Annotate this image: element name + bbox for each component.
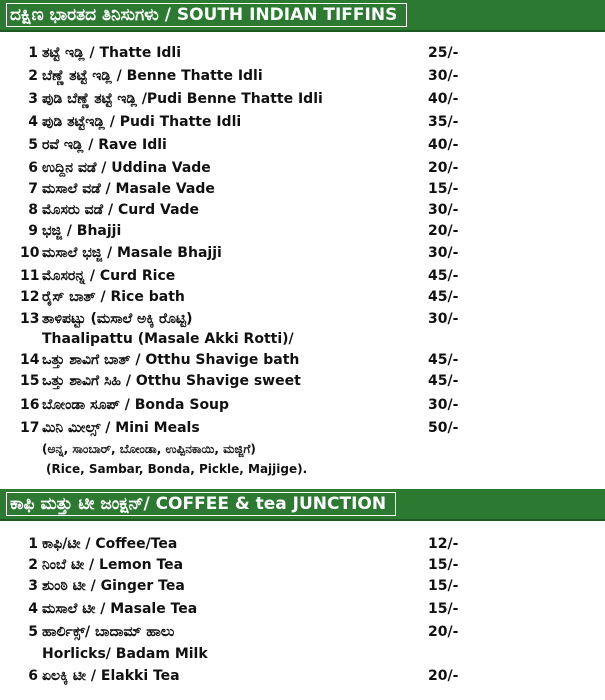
item-name: ರೈಸ್ ಬಾತ್ / Rice bath xyxy=(42,289,185,305)
item-number: 13 xyxy=(20,311,40,327)
item-name: ಏಲಕ್ಕಿ ಟೀ / Elakki Tea xyxy=(42,668,180,684)
item-name: ಒತ್ತು ಶಾವಿಗೆ ಬಾತ್ / Otthu Shavige bath xyxy=(42,352,300,368)
section-header-south-indian-tiffins xyxy=(0,0,605,32)
item-name: ಪುಡಿ ಬೆಣ್ಣೆ ತಟ್ಟೆ ಇಡ್ಲಿ /Pudi Benne Thatte Idli xyxy=(42,91,323,107)
item-name: ಮಸಾಲೆ ವಡೆ / Masale Vade xyxy=(42,181,215,197)
item-number: 6 xyxy=(28,668,38,684)
item-price: 20/- xyxy=(428,223,459,239)
item-number: 5 xyxy=(28,137,38,153)
item-number: 16 xyxy=(20,397,40,413)
item-name: ಉದ್ದಿನ ವಡೆ / Uddina Vade xyxy=(42,160,211,176)
item-name: ಪುಡಿ ತಟ್ಟೆಇಡ್ಲಿ / Pudi Thatte Idli xyxy=(42,114,242,130)
item-name: ತಟ್ಟೆ ಇಡ್ಲಿ / Thatte Idli xyxy=(42,45,182,61)
item-price: 15/- xyxy=(428,181,459,197)
item-number: 2 xyxy=(28,557,38,573)
item-number: 10 xyxy=(20,245,40,261)
item-name: ಬೋಂಡಾ ಸೂಪ್ / Bonda Soup xyxy=(42,397,230,413)
item-number: 2 xyxy=(28,68,38,84)
item-number: 11 xyxy=(20,268,40,284)
item-name: ತಾಳಿಪಟ್ಟು (ಮಸಾಲೆ ಅಕ್ಕಿ ರೊಟ್ಟಿ) xyxy=(42,311,193,327)
item-price: 20/- xyxy=(428,160,459,176)
item-price: 15/- xyxy=(428,578,459,594)
item-number: 14 xyxy=(20,352,40,368)
item-number: 15 xyxy=(20,373,40,389)
section-title: ಕಾಫಿ ಮತ್ತು ಟೀ ಜಂಕ್ಷನ್/ COFFEE & tea JUNCTION xyxy=(6,492,396,516)
item-number: 12 xyxy=(20,289,40,305)
item-number: 3 xyxy=(28,91,38,107)
item-name: ಮೊಸರು ವಡೆ / Curd Vade xyxy=(42,202,200,218)
item-name: ರವೆ ಇಡ್ಲಿ / Rave Idli xyxy=(42,137,167,153)
item-price: 45/- xyxy=(428,289,459,305)
item-number: 7 xyxy=(28,181,38,197)
item-price: 30/- xyxy=(428,397,459,413)
item-price: 40/- xyxy=(428,137,459,153)
item-price: 20/- xyxy=(428,624,459,640)
item-price: 50/- xyxy=(428,420,459,436)
item-name: ಒತ್ತು ಶಾವಿಗೆ ಸಿಹಿ / Otthu Shavige sweet xyxy=(42,373,301,389)
item-price: 25/- xyxy=(428,45,459,61)
item-name: ಶುಂಠಿ ಟೀ / Ginger Tea xyxy=(42,578,185,594)
item-number: 9 xyxy=(28,223,38,239)
item-number: 5 xyxy=(28,624,38,640)
item-name: ಕಾಫಿ/ಟೀ / Coffee/Tea xyxy=(42,536,178,552)
item-name-english: Thaalipattu (Masale Akki Rotti)/ xyxy=(42,331,294,347)
item-name: ಬೆಣ್ಣೆ ತಟ್ಟೆ ಇಡ್ಲಿ / Benne Thatte Idli xyxy=(42,68,263,84)
item-price: 15/- xyxy=(428,557,459,573)
meals-contents-kannada: (ಅನ್ನ, ಸಾಂಬಾರ್, ಬೋಂಡಾ, ಉಪ್ಪಿನಕಾಯಿ, ಮಜ್ಜಿಗೆ) xyxy=(42,442,256,456)
item-price: 30/- xyxy=(428,311,459,327)
item-name: ಹಾರ್ಲಿಕ್ಸ್/ ಬಾದಾಮ್ ಹಾಲು xyxy=(42,624,175,640)
item-number: 3 xyxy=(28,578,38,594)
item-number: 8 xyxy=(28,202,38,218)
item-name: ಮಸಾಲೆ ಟೀ / Masale Tea xyxy=(42,601,198,617)
item-price: 30/- xyxy=(428,245,459,261)
item-number: 17 xyxy=(20,420,40,436)
item-name: ಮಿನಿ ಮೀಲ್ಸ್ / Mini Meals xyxy=(42,420,200,436)
item-name-english: Horlicks/ Badam Milk xyxy=(42,646,208,662)
item-number: 1 xyxy=(28,45,38,61)
item-name: ಭಜ್ಜಿ / Bhajji xyxy=(42,223,122,239)
item-price: 30/- xyxy=(428,68,459,84)
meals-contents-english: (Rice, Sambar, Bonda, Pickle, Majjige). xyxy=(46,462,308,476)
item-price: 45/- xyxy=(428,352,459,368)
item-number: 1 xyxy=(28,536,38,552)
item-price: 45/- xyxy=(428,373,459,389)
item-price: 45/- xyxy=(428,268,459,284)
item-number: 6 xyxy=(28,160,38,176)
item-price: 35/- xyxy=(428,114,459,130)
item-number: 4 xyxy=(28,601,38,617)
item-price: 15/- xyxy=(428,601,459,617)
item-name: ಮೊಸರನ್ನ / Curd Rice xyxy=(42,268,176,284)
item-number: 4 xyxy=(28,114,38,130)
section-title: ದಕ್ಷಿಣ ಭಾರತದ ತಿನಿಸುಗಳು / SOUTH INDIAN TIFFINS xyxy=(6,3,407,27)
item-price: 40/- xyxy=(428,91,459,107)
item-name: ಮಸಾಲೆ ಭಜ್ಜಿ / Masale Bhajji xyxy=(42,245,222,261)
section-header-coffee-tea-junction xyxy=(0,489,605,521)
item-price: 20/- xyxy=(428,668,459,684)
item-name: ನಿಂಬೆ ಟೀ / Lemon Tea xyxy=(42,557,184,573)
item-price: 12/- xyxy=(428,536,459,552)
item-price: 30/- xyxy=(428,202,459,218)
